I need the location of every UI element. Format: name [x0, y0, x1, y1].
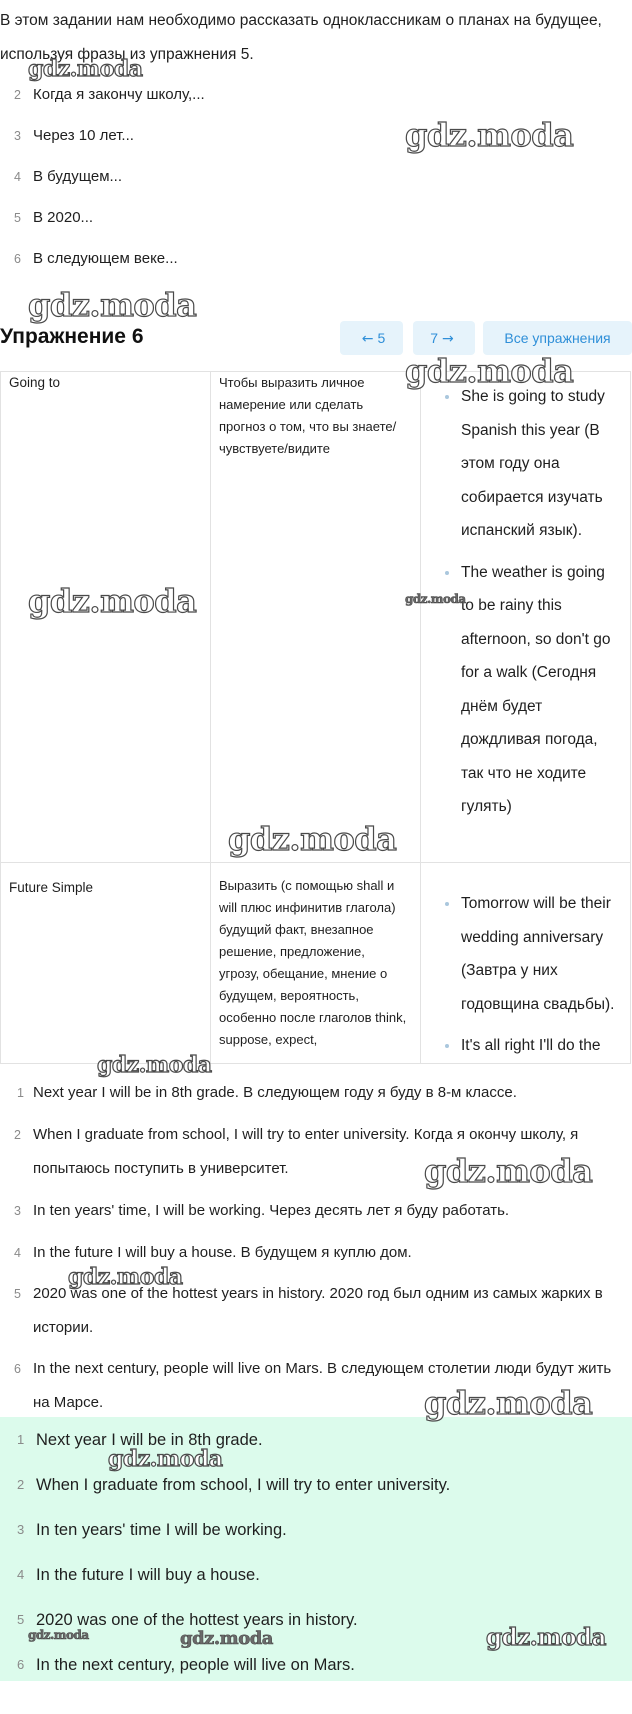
answer-item: [0, 1559, 632, 1604]
item-text: When I graduate from school, I will try to enter university.: [36, 1476, 451, 1494]
arrow-left-icon: ←: [361, 331, 374, 347]
watermark: gdz.moda: [228, 820, 397, 858]
watermark: gdz.moda: [28, 56, 143, 82]
prompt-list: [0, 78, 632, 283]
list-item: [0, 242, 632, 283]
item-number: 3: [14, 129, 21, 143]
watermark: gdz.moda: [405, 352, 574, 390]
item-number: 4: [17, 1567, 25, 1582]
list-item: [0, 1352, 632, 1424]
list-item: [0, 1118, 632, 1194]
watermark: gdz.moda: [180, 1628, 273, 1649]
item-text: Когда я закончу школу,...: [33, 86, 205, 103]
next-exercise-label: 7: [430, 330, 439, 346]
answer-item: [0, 1604, 632, 1649]
prev-exercise-label: 5: [377, 330, 386, 346]
example-item: She is going to study Spanish this year (В этом году она собирается изучать испанский язык).: [421, 380, 622, 548]
item-number: 1: [17, 1432, 25, 1447]
watermark: gdz.moda: [28, 1628, 89, 1642]
item-number: 1: [17, 1086, 24, 1100]
item-text: 2020 was one of the hottest years in history. 2020 год был одним из самых жарких в истории.: [33, 1285, 603, 1336]
example-item: It's all right I'll do the: [421, 1029, 622, 1063]
list-item: [0, 201, 632, 242]
example-item: The weather is going to be rainy this afternoon, so don't go for a walk (Сегодня днём будет дождливая погода, так что не ходите гулять): [421, 556, 622, 824]
list-item: [0, 78, 632, 119]
item-text: В следующем веке...: [33, 250, 178, 267]
list-item: [0, 119, 632, 160]
item-text: Через 10 лет...: [33, 127, 134, 144]
item-number: 5: [14, 1287, 21, 1301]
item-text: В будущем...: [33, 168, 123, 185]
grammar-table: [0, 371, 631, 1064]
examples-cell: [421, 863, 631, 1064]
item-number: 3: [17, 1522, 25, 1537]
item-number: 6: [17, 1657, 25, 1672]
watermark: gdz.moda: [68, 1264, 183, 1290]
item-text: Next year I will be in 8th grade. В следующем году я буду в 8-м классе.: [33, 1084, 517, 1101]
sentence-list: [0, 1076, 632, 1424]
table-row: [1, 863, 631, 1064]
item-number: 4: [14, 1246, 21, 1260]
list-item: [0, 1277, 632, 1352]
tense-cell: Future Simple: [1, 863, 211, 1064]
all-exercises-button[interactable]: Все упражнения: [483, 321, 632, 355]
item-number: 5: [17, 1612, 25, 1627]
item-number: 2: [14, 88, 21, 102]
usage-cell: Выразить (с помощью shall и will плюс инфинитив глагола) будущий факт, внезапное решение, предложение, угрозу, обещание, мнение о будущем, вероятность, особенно после глаголов think, suppose, expect,: [211, 863, 421, 1064]
arrow-right-icon: →: [442, 331, 454, 347]
watermark: gdz.moda: [108, 1446, 223, 1472]
item-number: 5: [14, 211, 21, 225]
answer-item: [0, 1514, 632, 1559]
watermark: gdz.moda: [424, 1152, 593, 1190]
item-text: In the next century, people will live on Mars. В следующем столетии люди будут жить на Марсе.: [33, 1360, 612, 1411]
item-text: 2020 was one of the hottest years in history.: [36, 1611, 358, 1629]
item-text: In the next century, people will live on Mars.: [36, 1656, 355, 1674]
grammar-table-container: [0, 371, 632, 1074]
answer-box: [0, 1417, 632, 1681]
prev-exercise-button[interactable]: [340, 321, 403, 355]
item-number: 6: [14, 1362, 21, 1376]
list-item: [0, 1236, 632, 1277]
item-number: 4: [14, 170, 21, 184]
watermark: gdz.moda: [28, 286, 197, 324]
tense-cell: Going to: [1, 372, 211, 863]
item-text: In ten years' time I will be working.: [36, 1521, 287, 1539]
examples-cell: [421, 372, 631, 863]
list-item: [0, 1076, 632, 1118]
list-item: [0, 160, 632, 201]
watermark: gdz.moda: [28, 582, 197, 620]
item-number: 2: [14, 1128, 21, 1142]
item-number: 2: [17, 1477, 25, 1492]
answer-item: [0, 1649, 632, 1694]
watermark: gdz.moda: [405, 592, 466, 606]
item-number: 6: [14, 252, 21, 266]
watermark: gdz.moda: [97, 1052, 212, 1078]
item-text: In the future I will buy a house.: [36, 1566, 260, 1584]
item-text: When I graduate from school, I will try to enter university. Когда я окончу школу, я попытаюсь поступить в университет.: [33, 1126, 579, 1177]
answer-item: [0, 1424, 632, 1469]
watermark: gdz.moda: [405, 116, 574, 154]
intro-text: В этом задании нам необходимо рассказать одноклассникам о планах на будущее, используя фразы из упражнения 5.: [0, 12, 602, 63]
watermark: gdz.moda: [486, 1624, 606, 1651]
watermark: gdz.moda: [424, 1384, 593, 1422]
usage-cell: Чтобы выразить личное намерение или сделать прогноз о том, что вы знаете/чувствуете/видите: [211, 372, 421, 863]
answer-item: [0, 1469, 632, 1514]
exercise-title: Упражнение 6: [0, 325, 144, 348]
example-item: Tomorrow will be their wedding anniversary (Завтра у них годовщина свадьбы).: [421, 887, 622, 1021]
table-row: [1, 372, 631, 863]
list-item: [0, 1194, 632, 1236]
item-text: In ten years' time, I will be working. Через десять лет я буду работать.: [33, 1202, 510, 1219]
item-text: Next year I will be in 8th grade.: [36, 1431, 263, 1449]
item-text: В 2020...: [33, 209, 94, 226]
item-text: In the future I will buy a house. В будущем я куплю дом.: [33, 1244, 412, 1261]
next-exercise-button[interactable]: [413, 321, 475, 355]
item-number: 3: [14, 1204, 21, 1218]
